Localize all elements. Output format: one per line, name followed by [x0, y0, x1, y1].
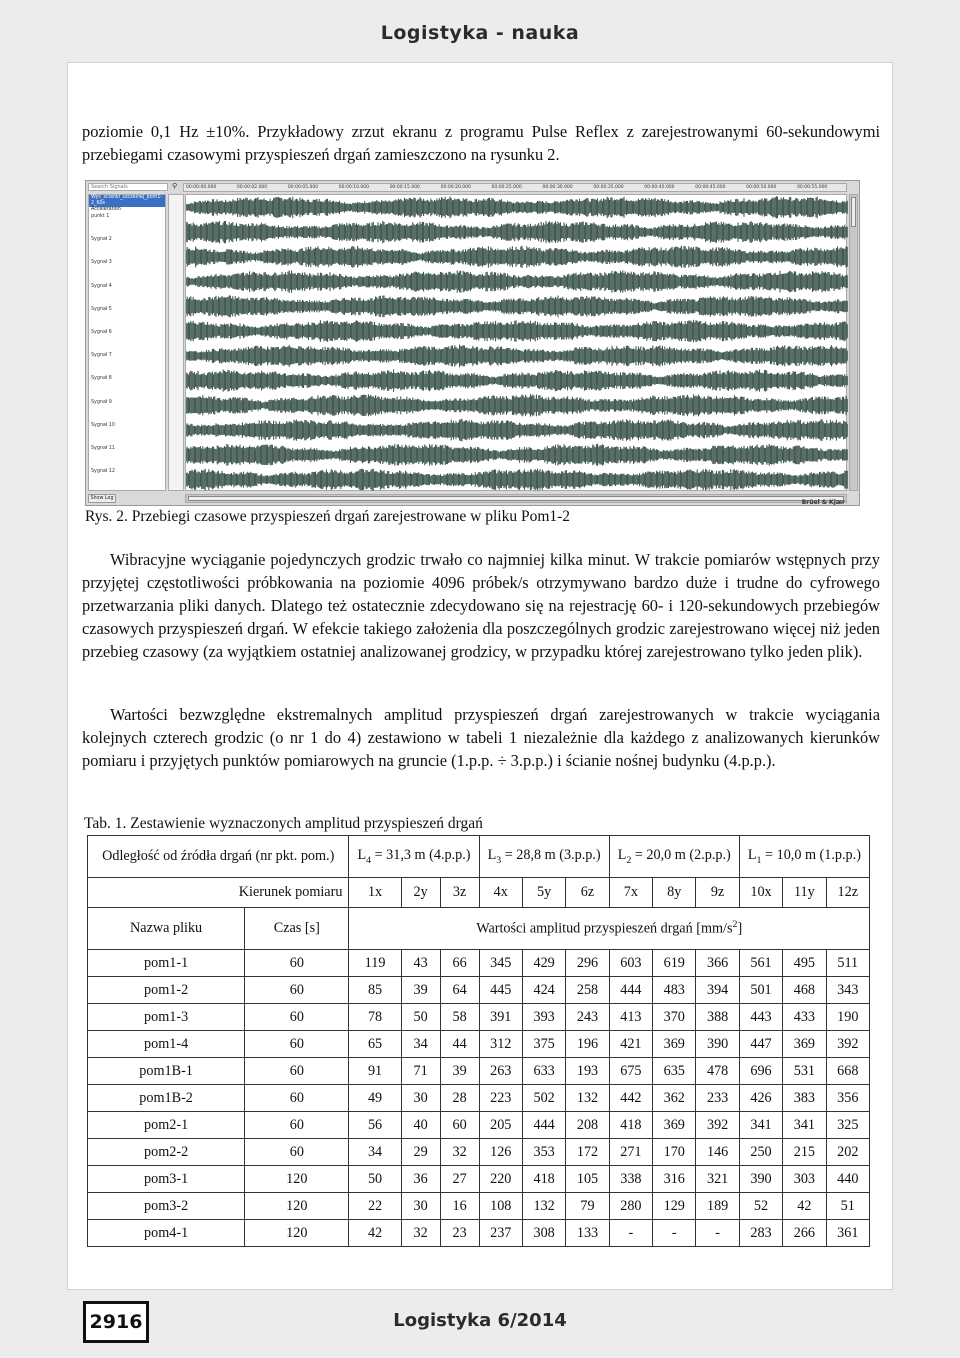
- bruel-kjaer-logo: Brüel & Kjær: [801, 499, 845, 506]
- signal-waveform: [186, 469, 847, 491]
- direction-cell: 9z: [696, 878, 739, 908]
- table-row: [88, 1139, 870, 1166]
- amplitude-cell: 32: [440, 1139, 479, 1166]
- amplitude-cell: 44: [440, 1031, 479, 1058]
- table-row: [88, 977, 870, 1004]
- time-tick-label: 00:00:45.000: [695, 185, 726, 190]
- table-caption: Tab. 1. Zestawienie wyznaczonych amplitud przyspieszeń drgań: [84, 815, 483, 832]
- amplitude-cell: 50: [401, 1004, 440, 1031]
- amplitude-cell: 361: [826, 1220, 869, 1247]
- time-tick-label: 00:00:10.000: [338, 185, 369, 190]
- search-icon[interactable]: ⚲: [172, 182, 178, 190]
- amplitude-cell: 447: [739, 1031, 782, 1058]
- amplitude-cell: 283: [739, 1220, 782, 1247]
- time-cell: 60: [245, 1058, 349, 1085]
- source-distance-header: Odległość od źródła drgań (nr pkt. pom.): [88, 836, 349, 878]
- amplitude-cell: 266: [783, 1220, 826, 1247]
- table-header-row: [88, 836, 870, 878]
- time-tick-label: 00:00:25.000: [491, 185, 522, 190]
- signal-tree-item[interactable]: Sygnał 11: [91, 446, 115, 451]
- amplitude-cell: 78: [349, 1004, 401, 1031]
- amplitude-cell: 271: [609, 1139, 652, 1166]
- amplitude-cell: 366: [696, 950, 739, 977]
- amplitude-cell: 30: [401, 1193, 440, 1220]
- amplitude-cell: 56: [349, 1112, 401, 1139]
- amplitude-cell: 30: [401, 1085, 440, 1112]
- amplitude-cell: 129: [653, 1193, 696, 1220]
- amplitude-cell: 34: [401, 1031, 440, 1058]
- time-tick-label: 00:00:05.000: [287, 185, 319, 190]
- amplitude-cell: 603: [609, 950, 652, 977]
- body-paragraph-1: Wibracyjne wyciąganie pojedynczych grodzic trwało co najmniej kilka minut. W trakcie pomiarów wstępnych przy przyjętej częstotliwości próbkowania na poziomie 4096 próbek/s otrzymywano bardzo duże i trudne do cyfrowego przetwarzania pliki danych. Dlatego też ostatecznie zdecydowano się na rejestrację 60- i 120-sekundowych przebiegów czasowych przyspieszeń drgań. W efekcie takiego założenia dla poszczególnych grodzic zarejestrowano więcej niż jeden przebieg czasowy (za wyjątkiem ostatniej analizowanej grodzicy, w przypadku której zarejestrowano tylko jeden plik).: [82, 550, 880, 661]
- amplitude-cell: 133: [566, 1220, 609, 1247]
- amplitude-cell: 237: [479, 1220, 522, 1247]
- amplitude-cell: -: [696, 1220, 739, 1247]
- amplitude-cell: 511: [826, 950, 869, 977]
- waveform-svg: [186, 195, 848, 492]
- table-row: [88, 1112, 870, 1139]
- amplitude-cell: 193: [566, 1058, 609, 1085]
- amplitude-cell: 369: [653, 1112, 696, 1139]
- journal-footer: Logistyka 6/2014: [393, 1310, 567, 1331]
- amplitude-cell: 561: [739, 950, 782, 977]
- table-row: [88, 1220, 870, 1247]
- time-axis: [183, 183, 847, 192]
- file-name-cell: pom1-1: [88, 950, 245, 977]
- show-log-button[interactable]: Show Log: [88, 494, 116, 503]
- amplitude-cell: 696: [739, 1058, 782, 1085]
- direction-label: Kierunek pomiaru: [88, 878, 349, 908]
- amplitude-cell: 343: [826, 977, 869, 1004]
- file-name-cell: pom2-2: [88, 1139, 245, 1166]
- amplitude-cell: 393: [522, 1004, 565, 1031]
- signal-tree-item[interactable]: Sygnał 9: [91, 399, 112, 405]
- amplitude-cell: 375: [522, 1031, 565, 1058]
- direction-cell: 5y: [522, 878, 565, 908]
- amplitude-cell: 370: [653, 1004, 696, 1031]
- direction-row: [88, 878, 870, 908]
- amplitude-cell: 250: [739, 1139, 782, 1166]
- signal-tree-item[interactable]: Sygnał 3: [91, 260, 112, 266]
- amplitude-cell: 369: [783, 1031, 826, 1058]
- amplitude-cell: 413: [609, 1004, 652, 1031]
- time-cell: 120: [245, 1193, 349, 1220]
- time-tick-label: 00:00:40.000: [644, 185, 675, 190]
- table-row: [88, 1031, 870, 1058]
- signal-tree: [88, 194, 166, 491]
- amplitude-cell: 172: [566, 1139, 609, 1166]
- amplitude-cell: 353: [522, 1139, 565, 1166]
- amplitude-cell: 341: [739, 1112, 782, 1139]
- amplitude-cell: 440: [826, 1166, 869, 1193]
- direction-cell: 8y: [653, 878, 696, 908]
- amplitude-cell: 105: [566, 1166, 609, 1193]
- signal-tree-item[interactable]: Sygnał 5: [91, 306, 112, 312]
- amplitude-cell: 85: [349, 977, 401, 1004]
- file-name-cell: pom1B-1: [88, 1058, 245, 1085]
- waveform-plot: [185, 194, 847, 491]
- file-name-cell: pom4-1: [88, 1220, 245, 1247]
- amplitude-cell: 391: [479, 1004, 522, 1031]
- amplitude-cell: 43: [401, 950, 440, 977]
- table-row: [88, 1058, 870, 1085]
- amplitude-cell: 258: [566, 977, 609, 1004]
- amplitude-cell: 312: [479, 1031, 522, 1058]
- amplitude-cell: 42: [783, 1193, 826, 1220]
- table-row: [88, 1166, 870, 1193]
- signal-waveform: [186, 345, 847, 368]
- amplitude-cell: 502: [522, 1085, 565, 1112]
- amplitude-cell: 50: [349, 1166, 401, 1193]
- time-label: Czas [s]: [245, 908, 349, 950]
- amplitude-cell: 215: [783, 1139, 826, 1166]
- signal-tree-item[interactable]: Sygnał 4: [91, 283, 112, 289]
- amplitude-cell: 619: [653, 950, 696, 977]
- table-row: [88, 1004, 870, 1031]
- direction-cell: 7x: [609, 878, 652, 908]
- signal-tree-item[interactable]: punkt 1: [91, 214, 110, 219]
- amplitude-cell: 383: [783, 1085, 826, 1112]
- amplitude-cell: 146: [696, 1139, 739, 1166]
- amplitude-cell: 91: [349, 1058, 401, 1085]
- amplitude-cell: 338: [609, 1166, 652, 1193]
- amplitude-cell: 321: [696, 1166, 739, 1193]
- amplitude-cell: 132: [566, 1085, 609, 1112]
- time-tick-label: 00:00:55.000: [797, 185, 828, 190]
- table-row: [88, 950, 870, 977]
- pulse-reflex-screenshot: [85, 180, 860, 506]
- amplitude-cell: 429: [522, 950, 565, 977]
- time-tick-label: 00:00:20.000: [440, 185, 471, 190]
- time-cell: 60: [245, 1004, 349, 1031]
- file-name-cell: pom2-1: [88, 1112, 245, 1139]
- amplitude-cell: 23: [440, 1220, 479, 1247]
- values-label: Wartości amplitud przyspieszeń drgań $[mm/s^2]$: [349, 908, 870, 950]
- intro-paragraph: poziomie 0,1 Hz ±10%. Przykładowy zrzut ekranu z programu Pulse Reflex z zarejestrowanymi 60-sekundowymi przebiegami czasowymi przyspieszeń drgań zamieszczono na rysunku 2.: [82, 122, 880, 164]
- time-tick-label: 00:00:30.000: [542, 185, 573, 190]
- distance-l2: $L_2 = 20,0$ m (2.p.p.): [609, 836, 739, 878]
- distance-l1: $L_1 = 10,0$ m (1.p.p.): [739, 836, 869, 878]
- amplitude-cell: 190: [826, 1004, 869, 1031]
- search-signals-input[interactable]: Search Signals: [88, 183, 168, 191]
- amplitude-cell: 34: [349, 1139, 401, 1166]
- amplitude-cell: 392: [696, 1112, 739, 1139]
- tree-file-node[interactable]: Wyc_scianki_szczelnej_pom1-2_60s: [89, 195, 165, 207]
- time-tick-label: 00:00:00.000: [186, 185, 217, 190]
- units-row: [88, 908, 870, 950]
- amplitude-cell: 390: [696, 1031, 739, 1058]
- table-row: [88, 1193, 870, 1220]
- amplitude-cell: 390: [739, 1166, 782, 1193]
- time-cell: 60: [245, 950, 349, 977]
- direction-cell: 12z: [826, 878, 869, 908]
- page-number: 2916: [83, 1301, 149, 1343]
- signal-tree-item[interactable]: Sygnał 12: [91, 469, 115, 475]
- amplitude-cell: 28: [440, 1085, 479, 1112]
- amplitude-cell: 233: [696, 1085, 739, 1112]
- signal-waveform: [186, 270, 847, 293]
- amplitude-cell: 126: [479, 1139, 522, 1166]
- amplitude-cell: 668: [826, 1058, 869, 1085]
- amplitude-cell: 223: [479, 1085, 522, 1112]
- horizontal-scroll-thumb[interactable]: [188, 496, 844, 501]
- amplitude-cell: 445: [479, 977, 522, 1004]
- horizontal-scrollbar[interactable]: [185, 494, 847, 503]
- amplitude-cell: 58: [440, 1004, 479, 1031]
- file-name-cell: pom1-4: [88, 1031, 245, 1058]
- time-cell: 60: [245, 1085, 349, 1112]
- amplitude-cell: 66: [440, 950, 479, 977]
- amplitude-cell: 635: [653, 1058, 696, 1085]
- amplitude-cell: 444: [522, 1112, 565, 1139]
- time-cell: 60: [245, 1112, 349, 1139]
- direction-cell: 6z: [566, 878, 609, 908]
- amplitude-cell: 22: [349, 1193, 401, 1220]
- time-tick-label: 00:00:35.000: [593, 185, 624, 190]
- signal-waveform: [186, 196, 847, 218]
- signal-tree-item[interactable]: Sygnał 10: [91, 422, 115, 428]
- amplitude-cell: 345: [479, 950, 522, 977]
- amplitude-cell: 36: [401, 1166, 440, 1193]
- amplitude-cell: 421: [609, 1031, 652, 1058]
- direction-cell: 3z: [440, 878, 479, 908]
- signal-tree-item[interactable]: Sygnał 2: [91, 237, 112, 243]
- amplitude-cell: 220: [479, 1166, 522, 1193]
- running-header: Logistyka - nauka: [380, 22, 580, 44]
- amplitude-cell: 356: [826, 1085, 869, 1112]
- file-name-label: Nazwa pliku: [88, 908, 245, 950]
- amplitude-cell: 119: [349, 950, 401, 977]
- time-cell: 60: [245, 977, 349, 1004]
- tree-acceleration-node[interactable]: Acceleration: [91, 207, 121, 212]
- time-cell: 120: [245, 1220, 349, 1247]
- distance-l4: $L_4 = 31,3$ m (4.p.p.): [349, 836, 479, 878]
- vertical-scroll-thumb[interactable]: [851, 197, 856, 227]
- amplitude-cell: 27: [440, 1166, 479, 1193]
- amplitude-cell: 675: [609, 1058, 652, 1085]
- amplitude-cell: -: [653, 1220, 696, 1247]
- distance-l3: $L_3 = 28,8$ m (3.p.p.): [479, 836, 609, 878]
- signal-waveform: [186, 320, 847, 342]
- amplitude-cell: 495: [783, 950, 826, 977]
- signal-waveform: [186, 369, 847, 392]
- direction-cell: 2y: [401, 878, 440, 908]
- amplitude-cell: 418: [522, 1166, 565, 1193]
- signal-waveform: [186, 221, 847, 244]
- amplitude-cell: 478: [696, 1058, 739, 1085]
- amplitude-cell: 296: [566, 950, 609, 977]
- signal-waveform: [186, 419, 847, 442]
- amplitude-cell: 196: [566, 1031, 609, 1058]
- amplitude-cell: 243: [566, 1004, 609, 1031]
- amplitude-cell: -: [609, 1220, 652, 1247]
- amplitude-cell: 468: [783, 977, 826, 1004]
- signal-waveform: [186, 444, 847, 466]
- amplitude-cell: 60: [440, 1112, 479, 1139]
- amplitude-cell: 369: [653, 1031, 696, 1058]
- amplitude-cell: 443: [739, 1004, 782, 1031]
- time-tick-label: 00:00:50.000: [746, 185, 777, 190]
- amplitude-cell: 170: [653, 1139, 696, 1166]
- figure-caption: Rys. 2. Przebiegi czasowe przyspieszeń drgań zarejestrowane w pliku Pom1-2: [85, 508, 571, 525]
- amplitude-cell: 392: [826, 1031, 869, 1058]
- amplitude-cell: 362: [653, 1085, 696, 1112]
- amplitude-cell: 418: [609, 1112, 652, 1139]
- amplitude-cell: 280: [609, 1193, 652, 1220]
- body-paragraph-2: Wartości bezwzględne ekstremalnych amplitud przyspieszeń drgań zarejestrowanych w trakcie wyciągania kolejnych czterech grodzic (o nr 1 do 4) zestawiono w tabeli 1 niezależnie dla każdego z analizowanych kierunków pomiaru i przyjętych punktów pomiarowych na gruncie (1.p.p. ÷ 3.p.p.) i ścianie nośnej budynku (4.p.p.).: [82, 705, 880, 770]
- amplitude-cell: 308: [522, 1220, 565, 1247]
- amplitude-cell: 52: [739, 1193, 782, 1220]
- amplitude-cell: 633: [522, 1058, 565, 1085]
- amplitude-cell: 39: [401, 977, 440, 1004]
- amplitude-cell: 316: [653, 1166, 696, 1193]
- time-tick-label: 00:00:15.000: [389, 185, 420, 190]
- amplitude-cell: 205: [479, 1112, 522, 1139]
- amplitude-cell: 208: [566, 1112, 609, 1139]
- direction-cell: 1x: [349, 878, 401, 908]
- table-row: [88, 1085, 870, 1112]
- amplitude-cell: 303: [783, 1166, 826, 1193]
- signal-tree-item[interactable]: Sygnał 6: [91, 330, 112, 335]
- amplitude-cell: 40: [401, 1112, 440, 1139]
- signal-tree-item[interactable]: Sygnał 7: [91, 353, 112, 359]
- amplitude-cell: 444: [609, 977, 652, 1004]
- amplitude-cell: 51: [826, 1193, 869, 1220]
- amplitude-cell: 189: [696, 1193, 739, 1220]
- amplitude-cell: 71: [401, 1058, 440, 1085]
- amplitude-cell: 79: [566, 1193, 609, 1220]
- amplitude-cell: 531: [783, 1058, 826, 1085]
- amplitude-cell: 424: [522, 977, 565, 1004]
- time-tick-label: 00:00:02.000: [236, 185, 268, 190]
- signal-tree-item[interactable]: Sygnał 8: [91, 376, 112, 382]
- amplitude-cell: 501: [739, 977, 782, 1004]
- amplitude-cell: 16: [440, 1193, 479, 1220]
- time-cell: 120: [245, 1166, 349, 1193]
- file-name-cell: pom3-1: [88, 1166, 245, 1193]
- file-name-cell: pom1B-2: [88, 1085, 245, 1112]
- amplitude-cell: 442: [609, 1085, 652, 1112]
- file-name-cell: pom1-3: [88, 1004, 245, 1031]
- direction-cell: 10x: [739, 878, 782, 908]
- file-name-cell: pom1-2: [88, 977, 245, 1004]
- amplitude-cell: 39: [440, 1058, 479, 1085]
- amplitude-cell: 483: [653, 977, 696, 1004]
- amplitude-scale: [168, 194, 184, 491]
- amplitude-cell: 394: [696, 977, 739, 1004]
- amplitude-cell: 42: [349, 1220, 401, 1247]
- time-cell: 60: [245, 1031, 349, 1058]
- amplitude-cell: 32: [401, 1220, 440, 1247]
- direction-cell: 11y: [783, 878, 826, 908]
- amplitude-cell: 388: [696, 1004, 739, 1031]
- file-name-cell: pom3-2: [88, 1193, 245, 1220]
- amplitude-cell: 65: [349, 1031, 401, 1058]
- amplitude-cell: 108: [479, 1193, 522, 1220]
- time-cell: 60: [245, 1139, 349, 1166]
- amplitude-cell: 29: [401, 1139, 440, 1166]
- amplitude-cell: 263: [479, 1058, 522, 1085]
- signal-waveform: [186, 246, 847, 268]
- amplitude-cell: 325: [826, 1112, 869, 1139]
- amplitude-cell: 202: [826, 1139, 869, 1166]
- signal-waveform: [186, 295, 847, 317]
- direction-cell: 4x: [479, 878, 522, 908]
- amplitude-table: [87, 835, 870, 1247]
- amplitude-cell: 64: [440, 977, 479, 1004]
- amplitude-cell: 341: [783, 1112, 826, 1139]
- amplitude-cell: 433: [783, 1004, 826, 1031]
- signal-waveform: [186, 394, 847, 417]
- amplitude-cell: 426: [739, 1085, 782, 1112]
- amplitude-cell: 132: [522, 1193, 565, 1220]
- amplitude-cell: 49: [349, 1085, 401, 1112]
- vertical-scrollbar[interactable]: [849, 194, 858, 491]
